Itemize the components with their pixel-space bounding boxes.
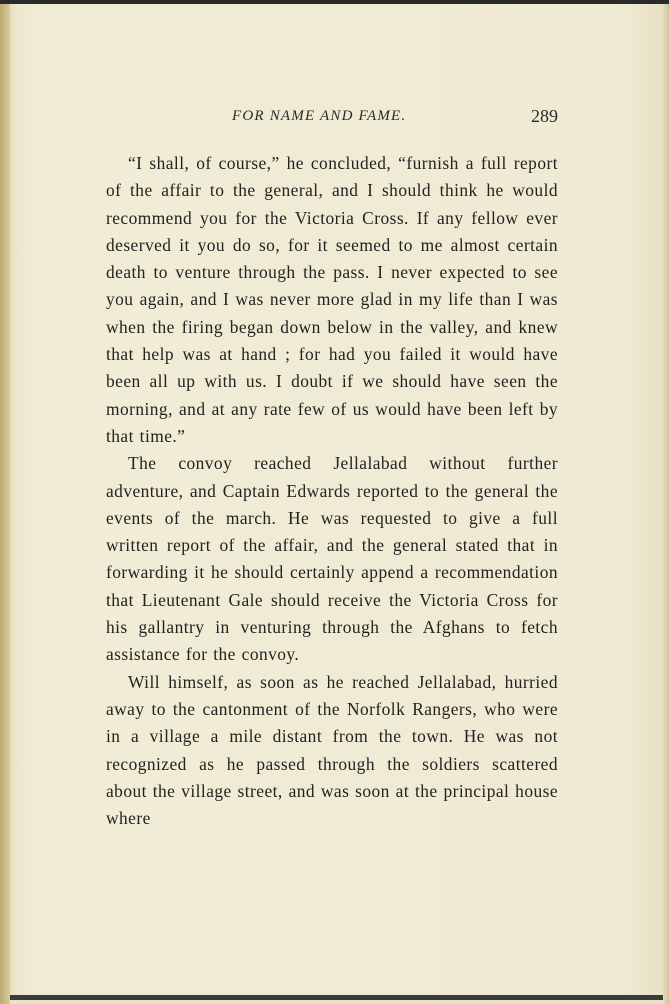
body-text bbox=[106, 150, 558, 832]
page-number: 289 bbox=[531, 106, 558, 126]
paragraph: Will himself, as soon as he reached Jellalabad, hurried away to the cantonment of the Norfolk Rangers, who were in a village a mile distant from the town. He was not recognized as he passed through the soldiers scattered about the village street, and was soon at the principal house where bbox=[106, 671, 558, 829]
paragraph: The convoy reached Jellalabad without further adventure, and Captain Edwards reported to the general the events of the march. He was requested to give a full written report of the affair, and the general stated that in forwarding it he should certainly append a recommendation that Lieutenant Gale should receive the Victoria Cross for his gallantry in venturing through the Afghans to fetch assistance for the convoy. bbox=[106, 453, 558, 665]
page-gutter-shadow bbox=[0, 4, 10, 1004]
page-edge bbox=[663, 4, 669, 1004]
running-title: FOR NAME AND FAME. bbox=[232, 108, 407, 124]
paragraph: “I shall, of course,” he concluded, “furnish a full report of the affair to the general, and I should think he would recommend you for the Victoria Cross. If any fellow ever deserved it you do so, for it seemed to me almost certain death to venture through the pass. I never expected to see you again, and I was never more glad in my life than I was when the firing began down below in the valley, and knew that help was at hand ; for had you failed it would have been all up with us. I doubt if we should have seen the morning, and at any rate few of us would have been left by that time.” bbox=[106, 153, 558, 446]
running-head bbox=[106, 106, 558, 130]
